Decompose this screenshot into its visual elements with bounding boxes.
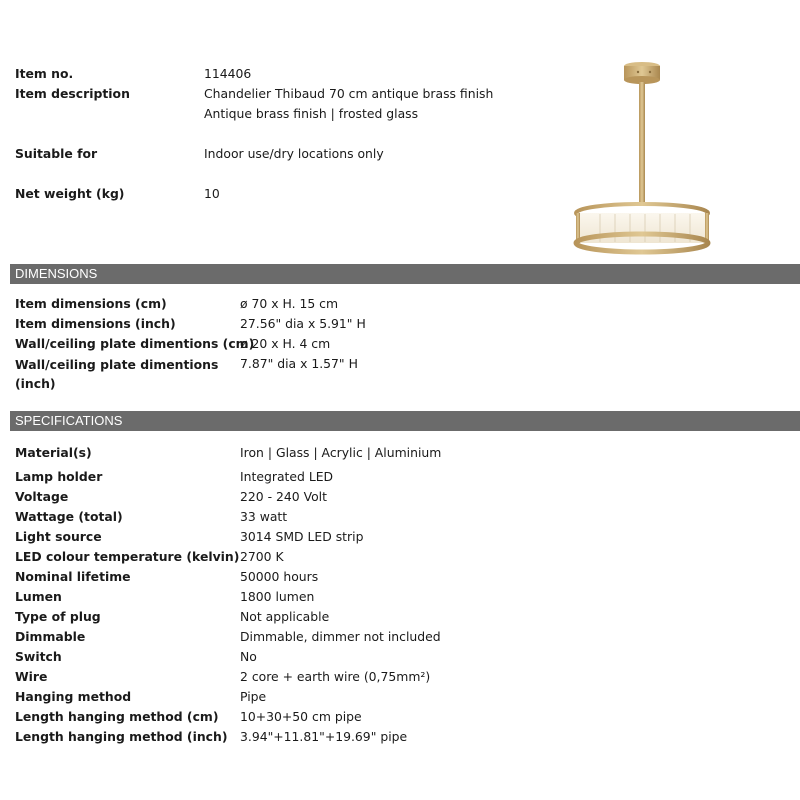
spec-value: 3014 SMD LED strip xyxy=(240,529,364,544)
specifications-section-header xyxy=(10,411,800,431)
spec-value: 33 watt xyxy=(240,509,288,524)
spec-label: Switch xyxy=(15,649,62,664)
item-no-label: Item no. xyxy=(15,66,74,81)
spec-value: 2700 K xyxy=(240,549,284,564)
spec-label: Hanging method xyxy=(15,689,132,704)
spec-value: 3.94"+11.81"+19.69" pipe xyxy=(240,729,408,744)
dimensions-section-header xyxy=(10,264,800,284)
spec-value: 50000 hours xyxy=(240,569,319,584)
spec-label: Dimmable xyxy=(15,629,86,644)
spec-value: No xyxy=(240,649,257,664)
spec-label: LED colour temperature (kelvin) xyxy=(15,549,240,564)
spec-value: Integrated LED xyxy=(240,469,334,484)
spec-label: Nominal lifetime xyxy=(15,569,131,584)
dim-value: ø 20 x H. 4 cm xyxy=(240,336,331,351)
dim-label: Item dimensions (inch) xyxy=(15,316,176,331)
spec-label: Wattage (total) xyxy=(15,509,123,524)
specifications-heading: SPECIFICATIONS xyxy=(15,413,123,428)
net-weight-value: 10 xyxy=(204,186,220,201)
spec-label: Voltage xyxy=(15,489,69,504)
dim-value: 27.56" dia x 5.91" H xyxy=(240,316,366,331)
item-description-label: Item description xyxy=(15,86,130,101)
chandelier-product-image xyxy=(570,60,715,260)
spec-value: 2 core + earth wire (0,75mm²) xyxy=(240,669,431,684)
item-description-line1: Chandelier Thibaud 70 cm antique brass finish xyxy=(204,86,494,101)
spec-label: Wire xyxy=(15,669,48,684)
spec-label: Length hanging method (inch) xyxy=(15,729,228,744)
item-no-value: 114406 xyxy=(204,66,252,81)
net-weight-label: Net weight (kg) xyxy=(15,186,125,201)
spec-value: 10+30+50 cm pipe xyxy=(240,709,362,724)
spec-value: Iron | Glass | Acrylic | Aluminium xyxy=(240,445,442,460)
spec-value: Not applicable xyxy=(240,609,330,624)
spec-label: Material(s) xyxy=(15,445,92,460)
item-description-line2: Antique brass finish | frosted glass xyxy=(204,106,419,121)
suitable-for-value: Indoor use/dry locations only xyxy=(204,146,384,161)
spec-value: Pipe xyxy=(240,689,267,704)
dimensions-heading: DIMENSIONS xyxy=(15,266,98,281)
dim-label: Wall/ceiling plate dimentions (inch) xyxy=(15,357,219,391)
spec-value: 1800 lumen xyxy=(240,589,315,604)
spec-label: Lamp holder xyxy=(15,469,103,484)
spec-label: Length hanging method (cm) xyxy=(15,709,219,724)
dim-label: Wall/ceiling plate dimentions (cm) xyxy=(15,336,255,351)
dim-label: Item dimensions (cm) xyxy=(15,296,167,311)
spec-value: Dimmable, dimmer not included xyxy=(240,629,441,644)
dim-value: 7.87" dia x 1.57" H xyxy=(240,356,358,371)
dim-value: ø 70 x H. 15 cm xyxy=(240,296,339,311)
spec-value: 220 - 240 Volt xyxy=(240,489,327,504)
spec-label: Type of plug xyxy=(15,609,101,624)
suitable-for-label: Suitable for xyxy=(15,146,98,161)
spec-label: Lumen xyxy=(15,589,62,604)
spec-label: Light source xyxy=(15,529,102,544)
